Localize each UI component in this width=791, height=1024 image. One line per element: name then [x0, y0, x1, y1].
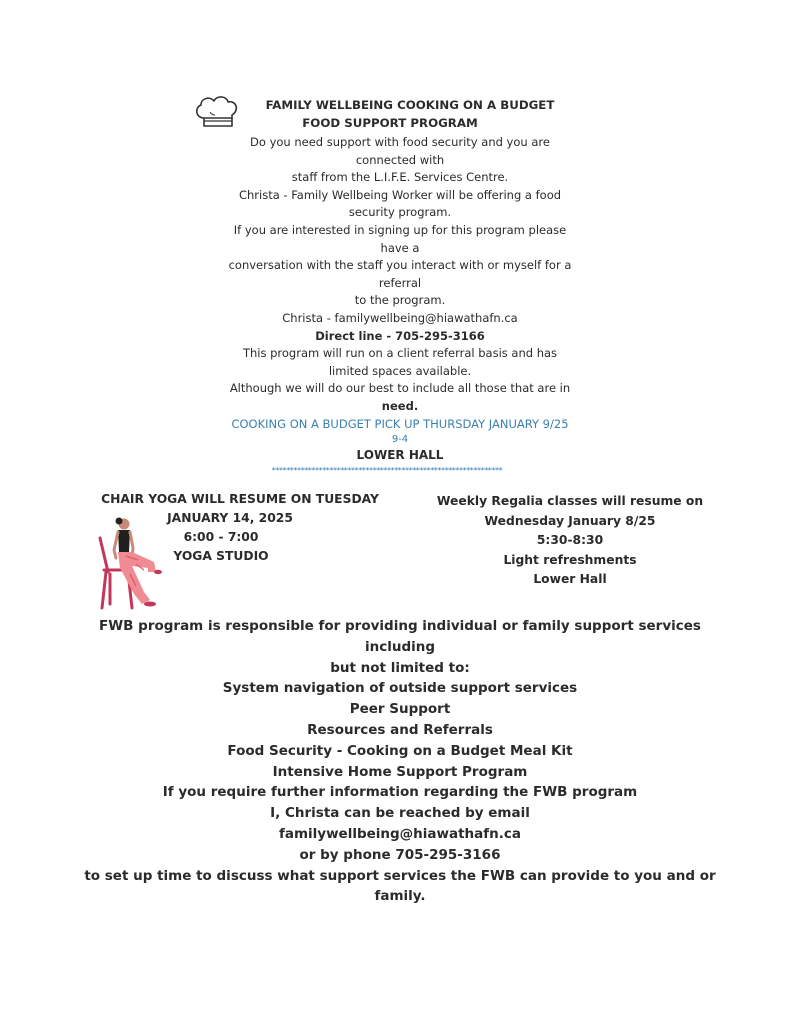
contact-email-line: Christa - familywellbeing@hiawathafn.ca: [282, 310, 518, 325]
regalia-line-2: Wednesday January 8/25: [484, 513, 656, 528]
intro-line: need.: [381, 398, 419, 413]
pickup-location: LOWER HALL: [356, 448, 444, 463]
intro-line: Although we will do our best to include all those that are in: [229, 381, 571, 396]
regalia-block: [430, 492, 710, 590]
intro-line: referral: [378, 275, 422, 290]
star-divider: ****************************************************************: [271, 466, 503, 475]
intro-line: have a: [380, 240, 420, 255]
chair-yoga-illustration: [92, 512, 172, 612]
title-line-1: FAMILY WELLBEING COOKING ON A BUDGET: [265, 98, 555, 112]
regalia-line-4: Light refreshments: [503, 552, 637, 567]
regalia-line-5: Lower Hall: [533, 572, 607, 586]
intro-line: This program will run on a client referral basis and has: [242, 346, 558, 361]
fwb-line: Resources and Referrals: [307, 721, 493, 738]
fwb-line: Food Security - Cooking on a Budget Meal Kit: [227, 742, 573, 759]
fwb-line: If you require further information regarding the FWB program: [162, 784, 638, 801]
fwb-line: family.: [374, 888, 426, 905]
intro-line: connected with: [355, 152, 445, 167]
fwb-line: I, Christa can be reached by email: [270, 805, 530, 822]
title-line-2: FOOD SUPPORT PROGRAM: [302, 116, 478, 130]
intro-line: limited spaces available.: [328, 363, 472, 378]
intro-line: Christa - Family Wellbeing Worker will be offering a food: [238, 187, 562, 202]
fwb-line: System navigation of outside support services: [222, 680, 578, 697]
pickup-line: COOKING ON A BUDGET PICK UP THURSDAY JANUARY 9/25: [231, 416, 569, 431]
program-title: [250, 96, 570, 132]
direct-line: Direct line - 705-295-3166: [315, 328, 485, 343]
intro-line: conversation with the staff you interact with or myself for a: [228, 258, 572, 273]
regalia-line-3: 5:30-8:30: [536, 533, 604, 547]
fwb-line: but not limited to:: [330, 659, 470, 676]
intro-line: Do you need support with food security and you are: [250, 135, 550, 149]
intro-line: If you are interested in signing up for this program please: [233, 222, 567, 237]
fwb-line: Intensive Home Support Program: [272, 763, 528, 780]
yoga-line-1: CHAIR YOGA WILL RESUME ON TUESDAY: [101, 492, 379, 506]
fwb-line: including: [364, 638, 436, 655]
intro-line: security program.: [348, 205, 452, 220]
intro-line: to the program.: [354, 293, 446, 308]
fwb-phone: or by phone 705-295-3166: [299, 846, 501, 863]
yoga-line-3: 6:00 - 7:00: [183, 530, 259, 544]
fwb-line: Peer Support: [349, 701, 451, 718]
fwb-line: FWB program is responsible for providing individual or family support services: [99, 618, 701, 634]
fwb-line: to set up time to discuss what support services the FWB can provide to you and or: [84, 867, 716, 884]
fwb-email: familywellbeing@hiawathafn.ca: [278, 825, 522, 842]
intro-block: [170, 134, 630, 465]
yoga-line-2: JANUARY 14, 2025: [167, 511, 293, 525]
fwb-services-block: [60, 616, 740, 907]
pickup-hours: 9-4: [391, 434, 409, 446]
intro-line: staff from the L.I.F.E. Services Centre.: [291, 170, 509, 185]
yoga-line-4: YOGA STUDIO: [173, 549, 269, 563]
regalia-line-1: Weekly Regalia classes will resume on: [436, 494, 704, 508]
